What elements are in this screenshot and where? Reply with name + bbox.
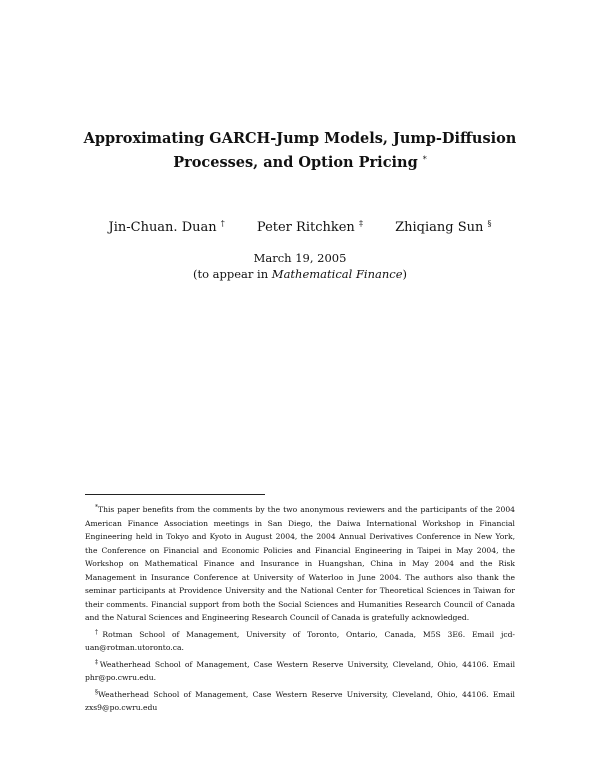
author-name: Zhiqiang Sun	[395, 220, 484, 235]
footnote-duan	[85, 626, 515, 655]
author-sun	[395, 220, 491, 235]
footnotes	[85, 501, 515, 716]
footnote-mark: §	[95, 688, 98, 696]
footnote-text: Weatherhead School of Management, Case Western Reserve University, Cleveland, Ohio, 44106. Email zxs9@po.cwru.edu	[85, 689, 515, 712]
title-line-2	[0, 149, 600, 173]
paper-date: March 19, 2005	[253, 251, 347, 265]
author-list	[0, 219, 600, 235]
footnote-acknowledgement	[85, 501, 515, 625]
journal-name: Mathematical Finance	[271, 267, 403, 281]
author-mark: §	[487, 219, 492, 228]
title-line-1: Approximating GARCH-Jump Models, Jump-Diffusion	[83, 130, 517, 147]
footnote-text: This paper benefits from the comments by the two anonymous reviewers and the participants of the 2004 American Finance Association meetings in San Diego, the Daiwa International Workshop in Financial Engineering held in Tokyo and Kyoto in August 2004, the 2004 Annual Derivatives Conference in New York, the Conference on Financial and Economic Policies and Financial Engineering in Taipei in May 2004, the Workshop on Mathematical Finance and Insurance in Huangshan, China in May 2004 and the Risk Management in Insurance Conference at University of Waterloo in June 2004. The authors also thank the seminar participants at Providence University and the National Center for Theoretical Sciences in Taiwan for their comments. Financial support from both the Social Sciences and Humanities Research Council of Canada and the Natural Sciences and Engineering Research Council of Canada is gratefully acknowledged.	[85, 505, 515, 622]
author-name: Jin-Chuan. Duan	[108, 220, 217, 235]
paper-title	[0, 128, 600, 173]
publication-note	[0, 266, 600, 282]
publication-note-suffix: )	[402, 267, 408, 281]
footnote-text: Weatherhead School of Management, Case Western Reserve University, Cleveland, Ohio, 44106. Email phr@po.cwru.edu.	[85, 659, 515, 682]
publication-note-prefix: (to appear in	[192, 267, 272, 281]
date-block	[0, 250, 600, 282]
footnote-mark: ‡	[95, 658, 100, 666]
author-duan	[108, 220, 224, 235]
footnote-rule	[85, 494, 265, 495]
footnote-ritchken	[85, 656, 515, 685]
title-footnote-mark: *	[422, 155, 427, 164]
author-ritchken	[257, 220, 363, 235]
footnote-text: Rotman School of Management, University of Toronto, Ontario, Canada, M5S 3E6. Email jcd-uan@rotman.utoronto.ca.	[85, 629, 515, 652]
author-name: Peter Ritchken	[256, 220, 355, 235]
footnote-mark: *	[95, 504, 98, 511]
footnote-mark: †	[95, 628, 103, 636]
author-mark: †	[220, 219, 225, 228]
footnote-sun	[85, 686, 515, 715]
author-mark: ‡	[358, 219, 363, 228]
title-line-2-text: Processes, and Option Pricing	[173, 154, 418, 171]
